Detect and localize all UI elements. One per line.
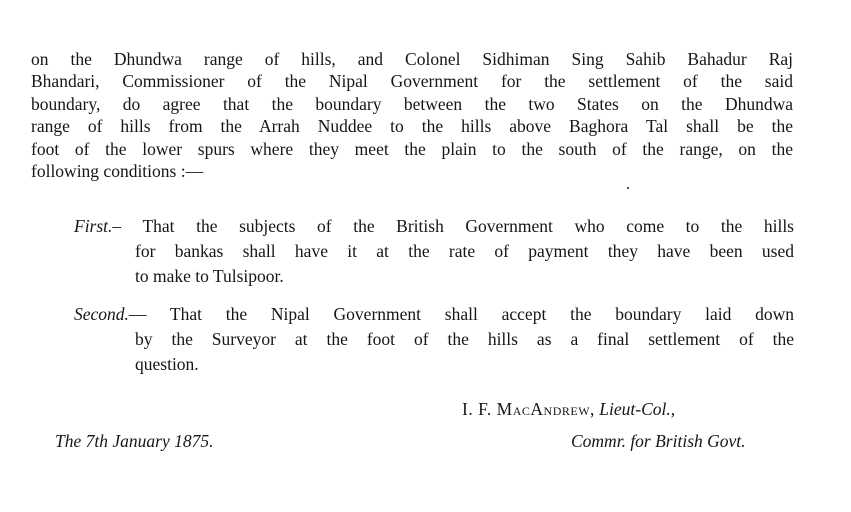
second-condition-line-1 [74, 302, 794, 327]
paragraph-line-6: following conditions :— [31, 161, 204, 182]
second-condition-text-1: That the Nipal Government shall accept the boundary laid down [169, 304, 795, 324]
paragraph-line-4: range of hills from the Arrah Nuddee to the hills above Baghora Tal shall be the [31, 116, 793, 137]
agreement-paragraph [31, 48, 793, 182]
document-date: The 7th January 1875. [55, 431, 214, 451]
second-condition-separator: –– [128, 304, 170, 324]
signatory-name: I. F. MacAndrew, [462, 399, 595, 419]
first-condition-separator: – [112, 216, 143, 236]
first-condition-label: First. [74, 216, 113, 236]
ink-speck [627, 187, 629, 189]
paragraph-line-5: foot of the lower spurs where they meet the plain to the south of the range, on the [31, 138, 793, 159]
paragraph-line-1: on the Dhundwa range of hills, and Colonel Sidhiman Sing Sahib Bahadur Raj [31, 49, 793, 69]
signatory-line [462, 397, 762, 421]
paragraph-line-3: boundary, do agree that the boundary between the two States on the Dhundwa [31, 93, 793, 114]
first-condition-text-1: That the subjects of the British Government who come to the hills [142, 216, 794, 236]
paragraph-line-2: Bhandari, Commissioner of the Nipal Government for the settlement of the said [31, 71, 793, 92]
second-condition-line-2: by the Surveyor at the foot of the hills as a final settlement of the [135, 329, 794, 349]
second-condition-line-3: question. [135, 354, 199, 374]
signatory-title: Commr. for British Govt. [571, 431, 746, 451]
first-condition-line-1 [74, 214, 794, 239]
signatory-rank: Lieut-Col., [599, 399, 676, 419]
second-condition [74, 302, 794, 377]
first-condition-line-2: for bankas shall have it at the rate of payment they have been used [135, 241, 794, 261]
second-condition-label: Second. [74, 304, 129, 324]
first-condition-line-3: to make to Tulsipoor. [135, 266, 284, 286]
first-condition [74, 214, 794, 289]
